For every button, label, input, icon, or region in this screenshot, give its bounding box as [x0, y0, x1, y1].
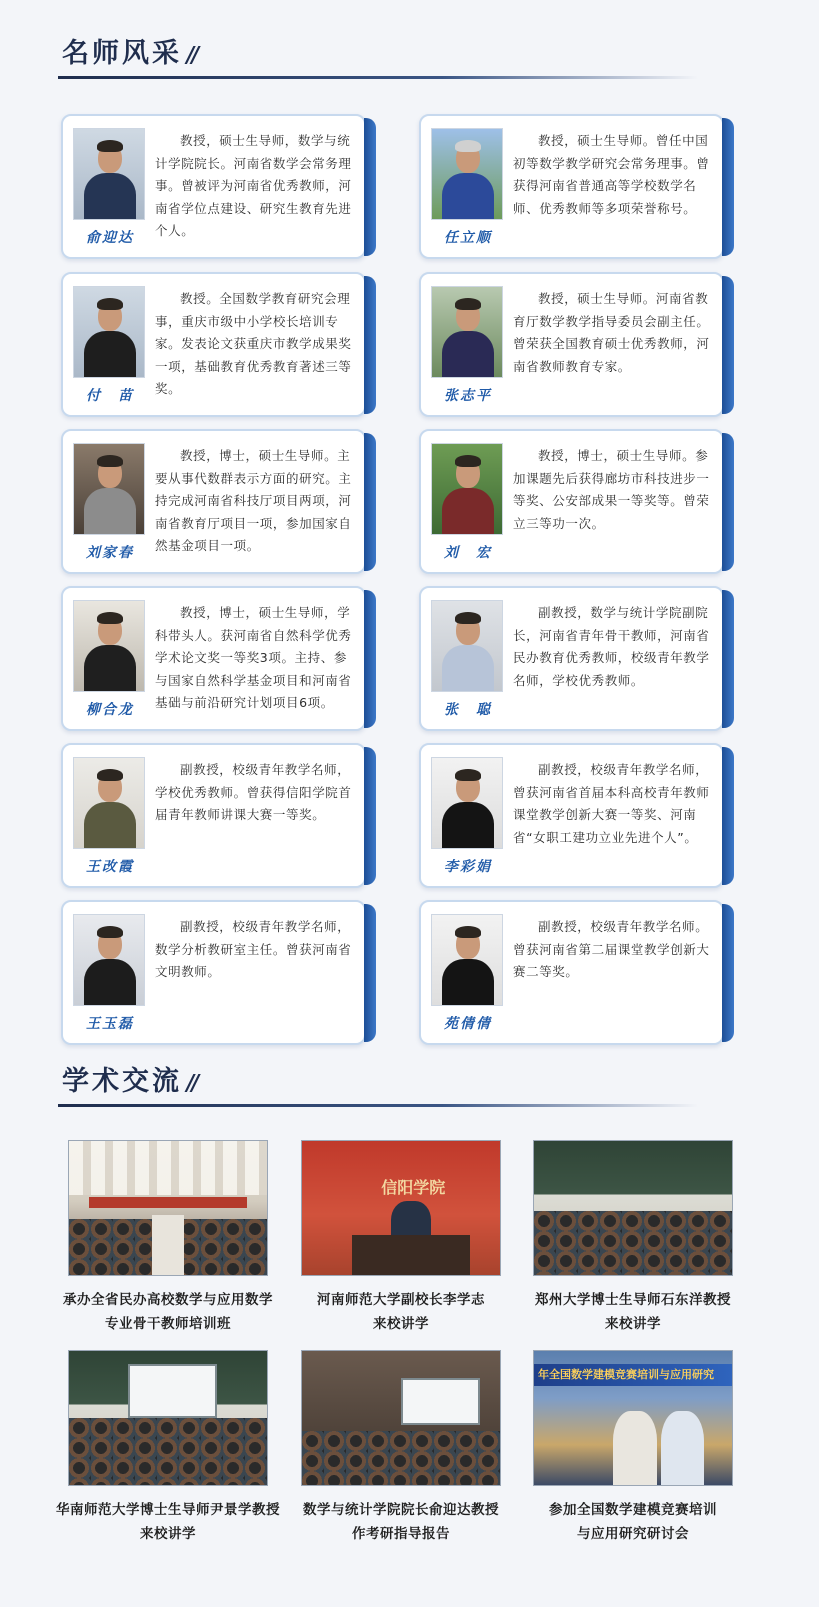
teacher-name: 张志平	[444, 388, 492, 404]
teacher-photo	[431, 128, 503, 220]
gallery-item	[301, 1350, 501, 1542]
caption-line: 华南师范大学博士生导师尹景学教授	[56, 1502, 280, 1518]
section-slashes: //	[183, 43, 199, 68]
teacher-card	[61, 114, 366, 259]
caption-line: 河南师范大学副校长李学志	[317, 1292, 485, 1308]
teacher-card	[419, 743, 724, 888]
teacher-photo	[431, 286, 503, 378]
teacher-photo	[73, 914, 145, 1006]
teacher-name: 付 苗	[86, 388, 134, 404]
teacher-card	[419, 272, 724, 417]
gallery-caption	[38, 1498, 298, 1546]
teacher-name: 柳合龙	[86, 702, 134, 718]
gallery-caption	[503, 1288, 763, 1336]
caption-line: 郑州大学博士生导师石东洋教授	[535, 1292, 731, 1308]
gallery-caption	[38, 1288, 298, 1336]
teacher-photo	[431, 757, 503, 849]
teacher-name: 刘 宏	[444, 545, 492, 561]
section-heading-teachers	[62, 34, 762, 84]
teacher-bio: 教授，博士，硕士生导师。主要从事代数群表示方面的研究。主持完成河南省科技厅项目两项，河南省教育厅项目一项，参加国家自然基金项目一项。	[155, 448, 352, 553]
teacher-name: 刘家春	[86, 545, 134, 561]
teacher-photo	[73, 443, 145, 535]
teacher-bio: 副教授，校级青年教学名师。曾获河南省第二届课堂教学创新大赛二等奖。	[513, 919, 710, 979]
teacher-card	[61, 429, 366, 574]
teacher-card	[61, 743, 366, 888]
caption-line: 与应用研究研讨会	[577, 1526, 689, 1542]
section-underline	[58, 1104, 698, 1107]
teacher-bio: 教授，博士，硕士生导师，学科带头人。获河南省自然科学优秀学术论文奖一等奖3项。主持、参与国家自然科学基金项目和河南省基础与前沿研究计划项目6项。	[155, 605, 352, 710]
teacher-bio: 副教授，校级青年教学名师，数学分析教研室主任。曾获河南省文明教师。	[155, 919, 352, 979]
teacher-photo	[431, 600, 503, 692]
caption-line: 参加全国数学建模竞赛培训	[549, 1502, 717, 1518]
teacher-bio: 教授，博士，硕士生导师。参加课题先后获得廊坊市科技进步一等奖、公安部成果一等奖等。曾荣立三等功一次。	[513, 448, 710, 531]
teacher-card	[61, 272, 366, 417]
section-underline	[58, 76, 698, 79]
gallery-photo	[301, 1140, 501, 1276]
teacher-name: 王改霞	[86, 859, 134, 875]
caption-line: 来校讲学	[605, 1316, 661, 1332]
section-title: 学术交流	[62, 1066, 182, 1097]
caption-line: 来校讲学	[373, 1316, 429, 1332]
gallery-photo	[301, 1350, 501, 1486]
teacher-name: 苑倩倩	[444, 1016, 492, 1032]
gallery-banner: 年全国数学建模竞赛培训与应用研究	[534, 1364, 732, 1385]
teacher-photo	[73, 757, 145, 849]
teacher-bio: 副教授，数学与统计学院副院长，河南省青年骨干教师，河南省民办教育优秀教师，校级青年教学名师，学校优秀教师。	[513, 605, 710, 688]
caption-line: 专业骨干教师培训班	[105, 1316, 231, 1332]
teacher-photo	[431, 443, 503, 535]
gallery-item	[301, 1140, 501, 1332]
gallery-item	[63, 1140, 273, 1332]
section-heading-exchange	[62, 1062, 762, 1112]
gallery-caption	[271, 1498, 531, 1546]
teacher-name: 王玉磊	[86, 1016, 134, 1032]
teacher-name: 张 聪	[444, 702, 492, 718]
teacher-name: 李彩娟	[444, 859, 492, 875]
teacher-bio: 教授，硕士生导师。曾任中国初等数学教学研究会常务理事。曾获得河南省普通高等学校数学名师、优秀教师等多项荣誉称号。	[513, 133, 710, 216]
gallery-sign: 信阳学院	[381, 1177, 446, 1197]
teacher-name: 俞迎达	[86, 230, 134, 246]
caption-line: 来校讲学	[140, 1526, 196, 1542]
teacher-bio: 副教授，校级青年教学名师，曾获河南省首届本科高校青年教师课堂教学创新大赛一等奖、河南省“女职工建功立业先进个人”。	[513, 762, 710, 845]
gallery-caption	[503, 1498, 763, 1546]
gallery-photo	[68, 1140, 268, 1276]
section-slashes: //	[183, 1071, 199, 1096]
gallery-caption	[271, 1288, 531, 1336]
teacher-photo	[431, 914, 503, 1006]
teacher-card	[61, 586, 366, 731]
gallery-item	[56, 1350, 280, 1542]
teacher-card	[419, 114, 724, 259]
teacher-bio: 教授。全国数学教育研究会理事，重庆市级中小学校长培训专家。发表论文获重庆市教学成果奖一项，基础教育优秀教育著述三等奖。	[155, 291, 352, 396]
teacher-photo	[73, 600, 145, 692]
teacher-card	[419, 900, 724, 1045]
caption-line: 作考研指导报告	[352, 1526, 450, 1542]
teacher-photo	[73, 128, 145, 220]
gallery-item	[533, 1350, 733, 1542]
teacher-photo	[73, 286, 145, 378]
gallery-photo	[68, 1350, 268, 1486]
teacher-bio: 副教授，校级青年教学名师，学校优秀教师。曾获得信阳学院首届青年教师讲课大赛一等奖。	[155, 762, 352, 822]
section-title: 名师风采	[62, 38, 182, 69]
teacher-card	[419, 586, 724, 731]
teacher-bio: 教授，硕士生导师。河南省教育厅数学教学指导委员会副主任。曾荣获全国教育硕士优秀教师，河南省教师教育专家。	[513, 291, 710, 374]
caption-line: 承办全省民办高校数学与应用数学	[63, 1292, 273, 1308]
teacher-card	[61, 900, 366, 1045]
gallery-item	[533, 1140, 733, 1332]
caption-line: 数学与统计学院院长俞迎达教授	[303, 1502, 499, 1518]
gallery-photo	[533, 1140, 733, 1276]
teacher-name: 任立顺	[444, 230, 492, 246]
teacher-card	[419, 429, 724, 574]
gallery-photo	[533, 1350, 733, 1486]
teacher-bio: 教授，硕士生导师，数学与统计学院院长。河南省数学会常务理事。曾被评为河南省优秀教师，河南省学位点建设、研究生教育先进个人。	[155, 133, 352, 238]
